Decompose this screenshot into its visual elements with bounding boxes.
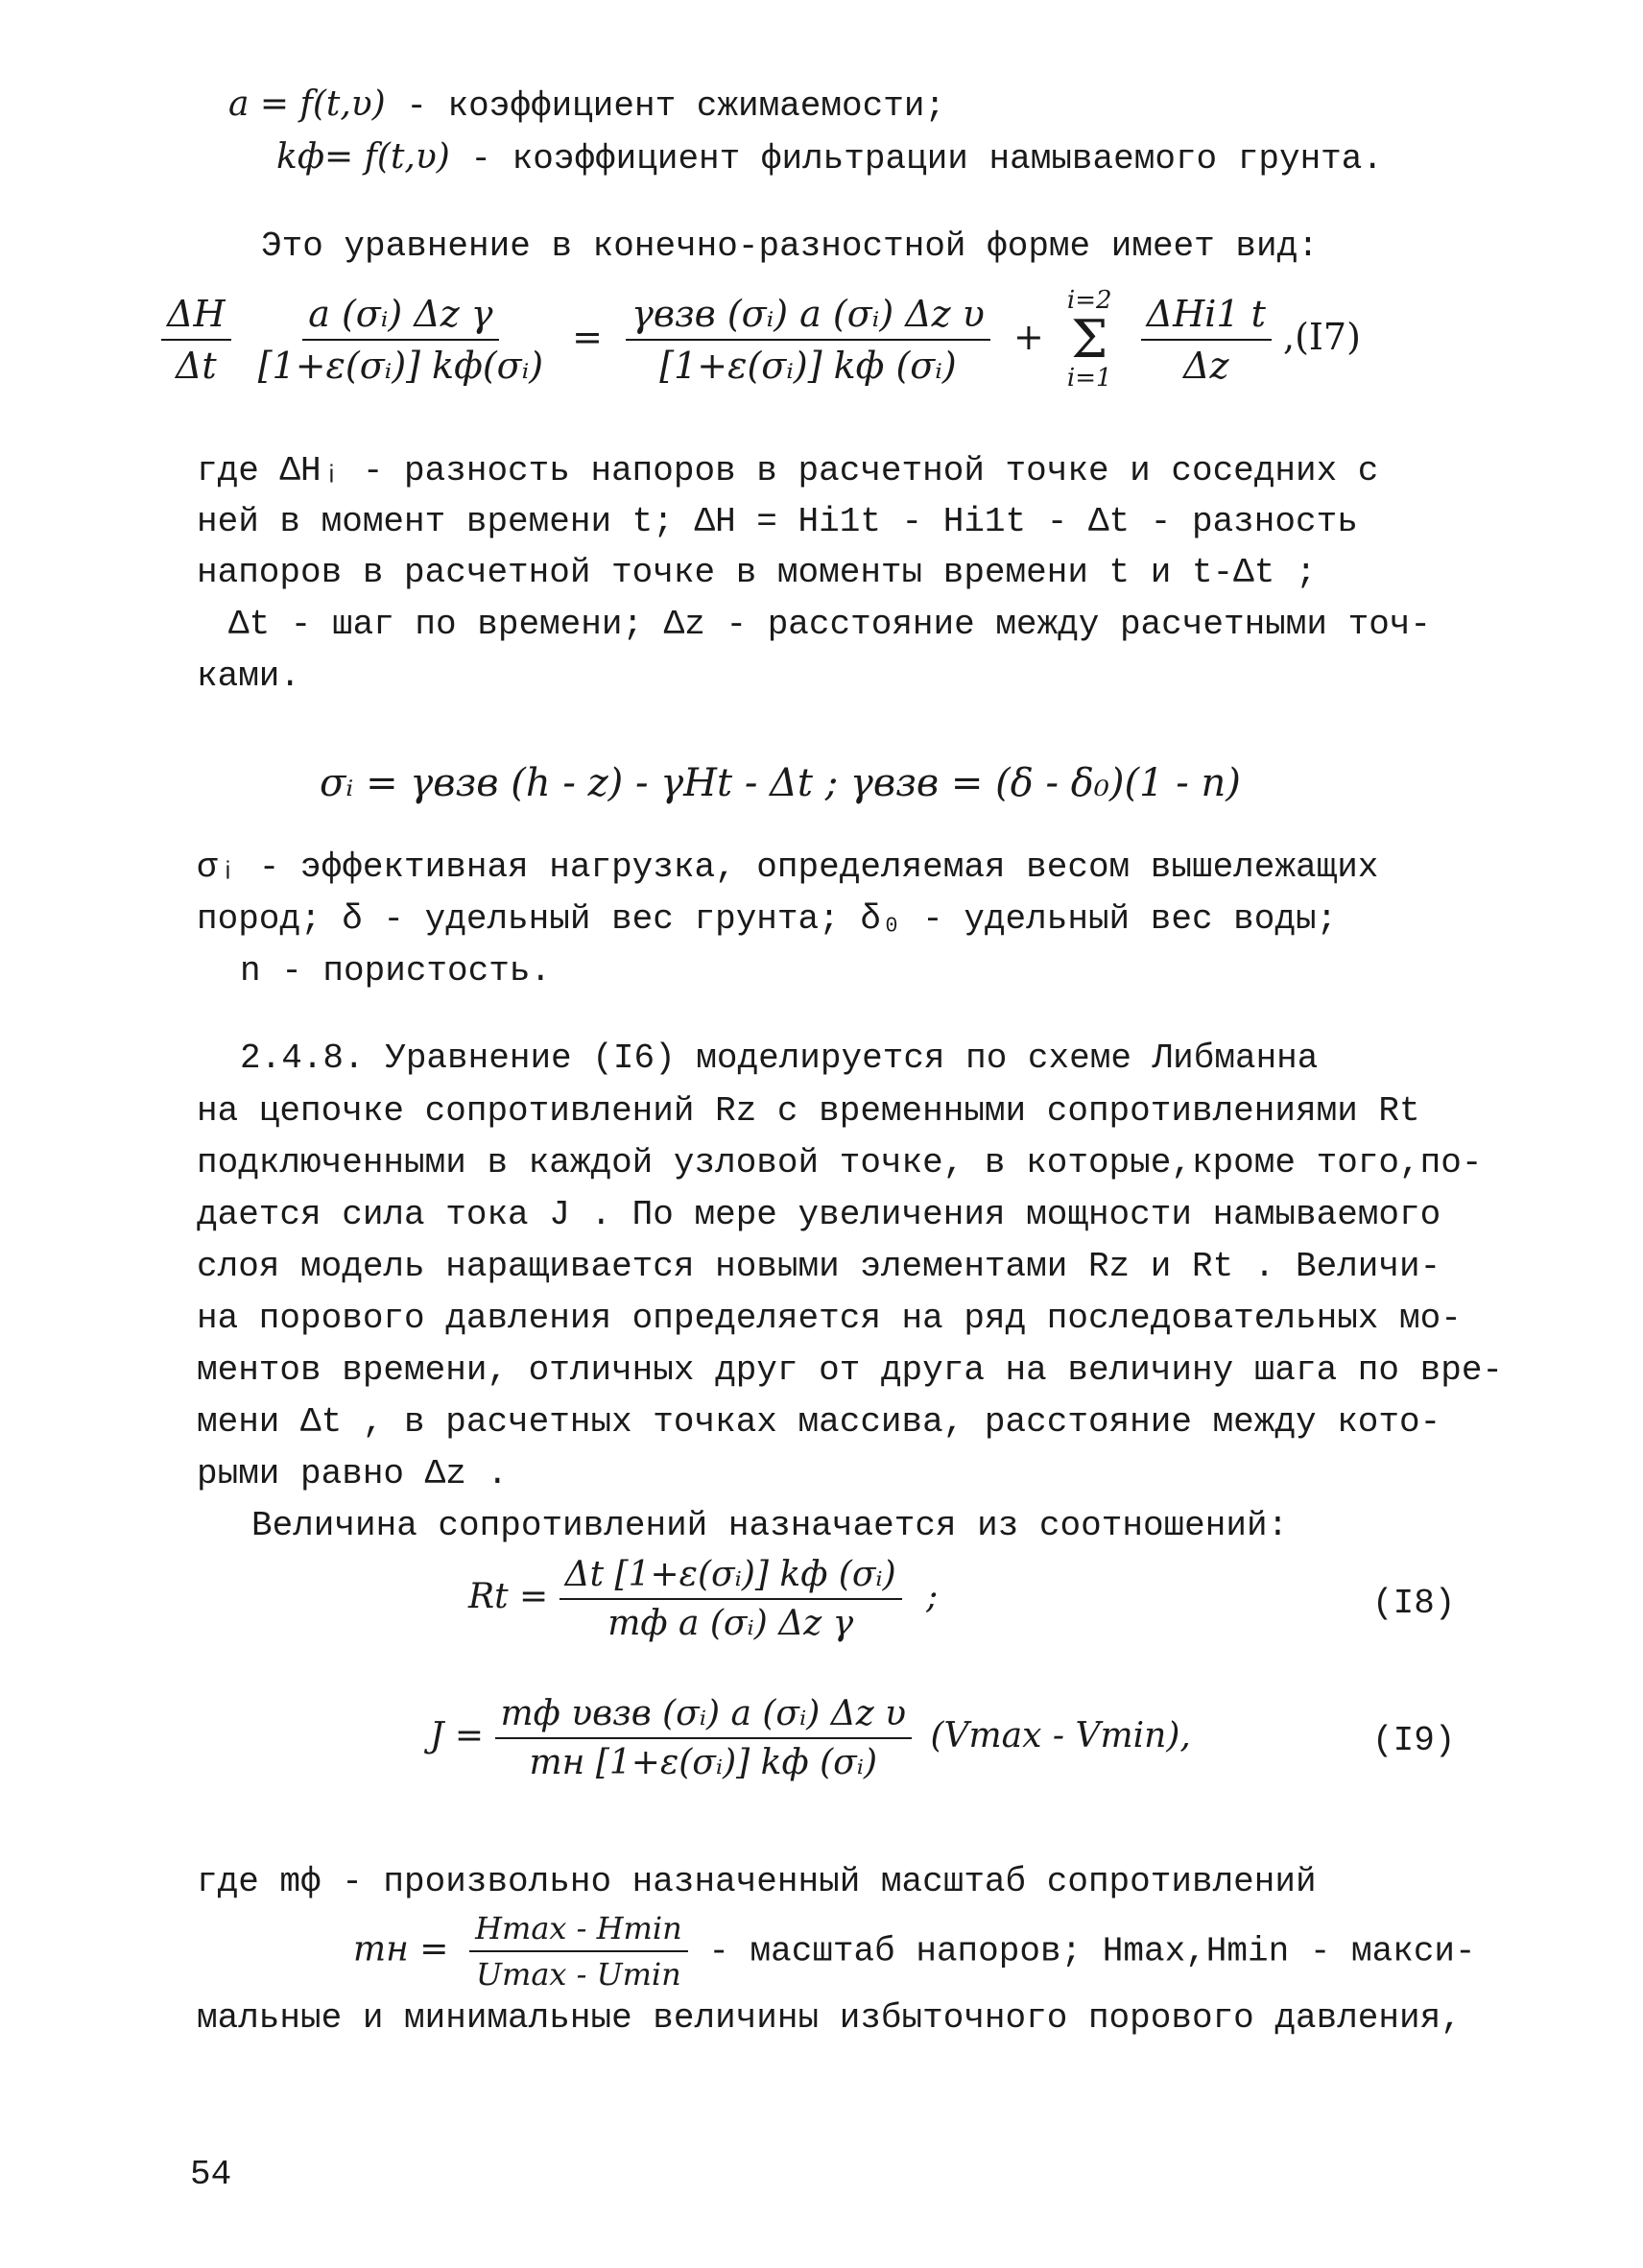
equation-number-19: (I9) <box>1372 1721 1456 1760</box>
where3-line-1: где mф - произвольно назначенный масштаб сопротивлений <box>197 1862 1317 1901</box>
equation-18: Rt = $\frac{\text{Δt [1+ε(σᵢ)] kф (σᵢ)}}{\text{mф a (σᵢ) Δz γ}}$ ; <box>468 1555 939 1643</box>
where3-line-3: мальные и минимальные величины избыточного порового давления, <box>197 1998 1462 2038</box>
section-248-line-6: на порового давления определяется на ряд последовательных мо- <box>197 1299 1462 1338</box>
section-248-line-9: рыми равно Δz . <box>197 1454 509 1493</box>
where1-line-2: ней в момент времени t; ΔH = Hi1t - Hi1t - Δt - разность <box>197 502 1358 541</box>
where1-line-3: напоров в расчетной точке в моменты времени t и t-Δt ; <box>197 553 1317 592</box>
eq17-fraction-3: $\frac{\text{ΔHi1 t}}{\Delta z}$ <box>1141 293 1272 387</box>
eq17-lhs-fraction: $\frac{\Delta H}{\Delta t}$ <box>161 293 231 387</box>
eq17-fraction-2: $\frac{\text{γвзв (σᵢ) a (σᵢ) Δz υ}}{\text{[1+ε(σᵢ)] kф (σᵢ)}}$ <box>626 293 990 387</box>
where1-line-1: где ΔHᵢ - разность напоров в расчетной точке и соседних с <box>197 451 1379 490</box>
where2-line-1: σᵢ - эффективная нагрузка, определяемая весом вышележащих <box>197 848 1379 887</box>
page-number: 54 <box>190 2155 232 2194</box>
section-248-line-5: слоя модель наращивается новыми элементами Rz и Rt . Величи- <box>197 1247 1441 1286</box>
definition-compressibility: a = f(t,υ) - коэффициент сжимаемости; <box>228 84 946 126</box>
pressure-scale-fraction: $\frac{Hmax - Hmin}{Umax - Umin}$ <box>469 1910 688 1993</box>
equation-19: J = $\frac{\text{mф υвзв (σᵢ) a (σᵢ) Δz υ}}{\text{mн [1+ε(σᵢ)] kф (σᵢ)}}$ (Vmax - Vmin), <box>430 1694 1191 1782</box>
resistance-paragraph: Величина сопротивлений назначается из соотношений: <box>251 1506 1289 1545</box>
intro-paragraph: Это уравнение в конечно-разностной форме имеет вид: <box>261 227 1319 266</box>
where1-line-5: ками. <box>197 657 301 696</box>
pressure-scale-definition: mн = $\frac{Hmax - Hmin}{Umax - Umin}$ - масштаб напоров; Hmax,Hmin - макси- <box>353 1910 1476 1993</box>
section-248-line-2: на цепочке сопротивлений Rz с временными сопротивлениями Rt <box>197 1091 1420 1131</box>
where2-line-2: пород; δ - удельный вес грунта; δ₀ - удельный вес воды; <box>197 899 1338 939</box>
equation-17 <box>161 288 1361 393</box>
where1-line-4: Δt - шаг по времени; Δz - расстояние между расчетными точ- <box>228 605 1432 644</box>
section-248-line-4: дается сила тока J . По мере увеличения мощности намываемого <box>197 1195 1441 1234</box>
sigma-symbol: Σ <box>1071 309 1108 370</box>
eq17-fraction-1: $\frac{\text{a (σᵢ) Δz γ}}{\text{[1+ε(σᵢ)] kф(σᵢ)}}$ <box>257 293 544 388</box>
section-248-line-8: мени Δt , в расчетных точках массива, расстояние между кото- <box>197 1402 1441 1442</box>
equation-effective-stress: σᵢ = γвзв (h - z) - γHt - Δt ; γвзв = (δ - δ₀)(1 - n) <box>320 761 1241 805</box>
equation-number-17: ,(I7) <box>1283 315 1361 358</box>
eq17-plus: + <box>1012 315 1044 358</box>
summation-operator: i=2 Σ i=1 <box>1066 286 1112 394</box>
eq19-fraction: $\frac{\text{mф υвзв (σᵢ) a (σᵢ) Δz υ}}{\text{mн [1+ε(σᵢ)] kф (σᵢ)}}$ <box>495 1694 913 1782</box>
eq18-fraction: $\frac{\text{Δt [1+ε(σᵢ)] kф (σᵢ)}}{\text{mф a (σᵢ) Δz γ}}$ <box>560 1555 902 1643</box>
where2-line-3: n - пористость. <box>240 951 552 991</box>
section-248-heading: 2.4.8. Уравнение (I6) моделируется по схеме Либманна <box>240 1039 1319 1078</box>
definition-filtration: kф= f(t,υ) - коэффициент фильтрации намываемого грунта. <box>276 137 1383 179</box>
section-248-line-3: подключенными в каждой узловой точке, в которые,кроме того,по- <box>197 1143 1483 1182</box>
equation-number-18: (I8) <box>1372 1584 1456 1623</box>
section-248-line-7: ментов времени, отличных друг от друга на величину шага по вре- <box>197 1350 1504 1390</box>
eq17-equals: = <box>572 315 604 358</box>
